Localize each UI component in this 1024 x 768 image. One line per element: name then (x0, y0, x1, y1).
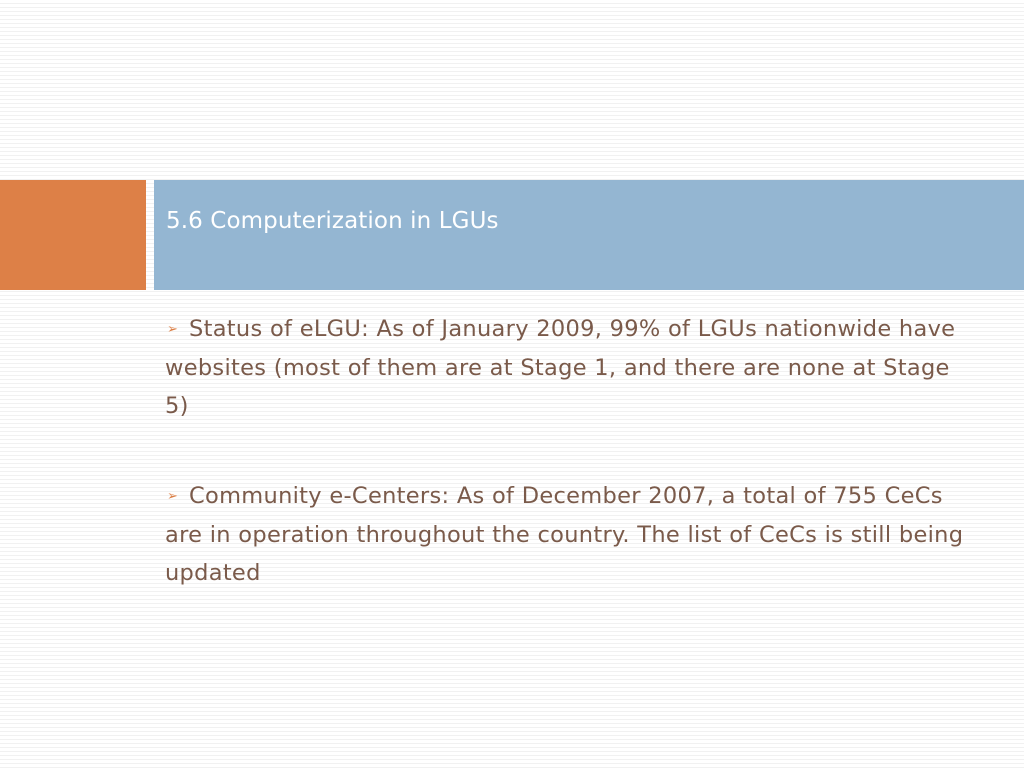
bullet-item (165, 477, 965, 592)
slide-title: 5.6 Computerization in LGUs (166, 208, 499, 234)
accent-block (0, 180, 146, 290)
slide-content (165, 310, 965, 644)
bullet-text: Community e-Centers: As of December 2007, a total of 755 CeCs are in operation throughout the country. The list of CeCs is still being updated (165, 483, 964, 586)
bullet-text: Status of eLGU: As of January 2009, 99% of LGUs nationwide have websites (most of them are at Stage 1, and there are none at Stage 5) (165, 316, 956, 419)
title-bar (154, 180, 1024, 290)
arrow-bullet-icon: ➢ (167, 489, 179, 504)
arrow-bullet-icon: ➢ (167, 322, 179, 337)
bullet-item (165, 310, 965, 425)
